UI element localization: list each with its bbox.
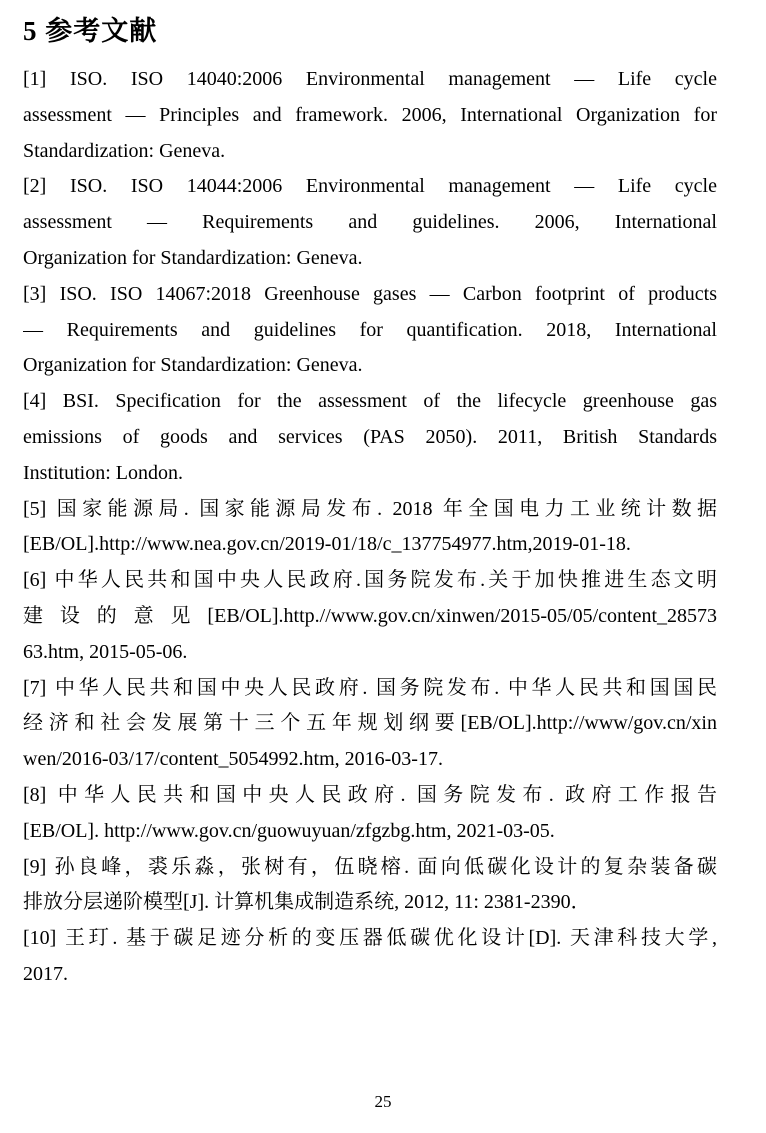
- reference-line: [8] 中华人民共和国中央人民政府. 国务院发布. 政府工作报告: [23, 783, 717, 806]
- reference-line: [5] 国家能源局. 国家能源局发布. 2018 年全国电力工业统计数据: [23, 497, 717, 520]
- reference-line: Organization for Standardization: Geneva.: [23, 354, 363, 377]
- reference-3: [23, 277, 717, 384]
- reference-line: emissions of goods and services (PAS 2050). 2011, British Standards: [23, 425, 717, 448]
- reference-line: wen/2016-03/17/content_5054992.htm, 2016-03-17.: [23, 748, 443, 771]
- reference-line: 2017.: [23, 962, 68, 985]
- reference-line: [3] ISO. ISO 14067:2018 Greenhouse gases — Carbon footprint of products: [23, 282, 717, 305]
- reference-line: — Requirements and guidelines for quantification. 2018, International: [23, 318, 717, 341]
- reference-line: Standardization: Geneva.: [23, 139, 226, 162]
- reference-line: [9] 孙良峰，裘乐淼，张树有，伍晓榕. 面向低碳化设计的复杂装备碳: [23, 855, 717, 878]
- reference-line: [EB/OL].http://www.nea.gov.cn/2019-01/18/c_137754977.htm,2019-01-18.: [23, 533, 631, 556]
- reference-line: 经济和社会发展第十三个五年规划纲要[EB/OL].http://www/gov.cn/xin: [23, 712, 717, 735]
- section-title: 5 参考文献: [23, 16, 158, 46]
- reference-10: [23, 921, 717, 993]
- reference-4: [23, 384, 717, 491]
- reference-line: [6] 中华人民共和国中央人民政府.国务院发布.关于加快推进生态文明: [23, 569, 717, 592]
- reference-line: assessment — Principles and framework. 2006, International Organization for: [23, 103, 717, 126]
- reference-8: [23, 778, 717, 850]
- reference-line: 63.htm, 2015-05-06.: [23, 640, 188, 663]
- reference-line: [1] ISO. ISO 14040:2006 Environmental management — Life cycle: [23, 68, 717, 90]
- page-number: 25: [374, 1092, 392, 1111]
- reference-line: 建设的意见[EB/OL].http.//www.gov.cn/xinwen/2015-05/05/content_28573: [23, 604, 717, 627]
- reference-9: [23, 850, 717, 922]
- reference-6: [23, 563, 717, 670]
- reference-line: [7] 中华人民共和国中央人民政府. 国务院发布. 中华人民共和国国民: [23, 676, 717, 699]
- reference-line: [EB/OL]. http://www.gov.cn/guowuyuan/zfgzbg.htm, 2021-03-05.: [23, 819, 555, 842]
- reference-line: Institution: London.: [23, 461, 183, 484]
- page-content: [23, 12, 717, 993]
- reference-5: [23, 492, 717, 564]
- reference-line: [4] BSI. Specification for the assessment of the lifecycle greenhouse gas: [23, 390, 717, 413]
- reference-line: [2] ISO. ISO 14044:2006 Environmental management — Life cycle: [23, 175, 717, 198]
- reference-1: [23, 62, 717, 169]
- reference-7: [23, 671, 717, 778]
- reference-2: [23, 169, 717, 276]
- reference-line: assessment — Requirements and guidelines. 2006, International: [23, 211, 717, 234]
- reference-line: 排放分层递阶模型[J]. 计算机集成制造系统, 2012, 11: 2381-2390．: [23, 891, 591, 914]
- references-list: [23, 62, 717, 993]
- reference-line: Organization for Standardization: Geneva.: [23, 246, 363, 269]
- reference-line: [10] 王玎. 基于碳足迹分析的变压器低碳优化设计[D]. 天津科技大学,: [23, 927, 717, 950]
